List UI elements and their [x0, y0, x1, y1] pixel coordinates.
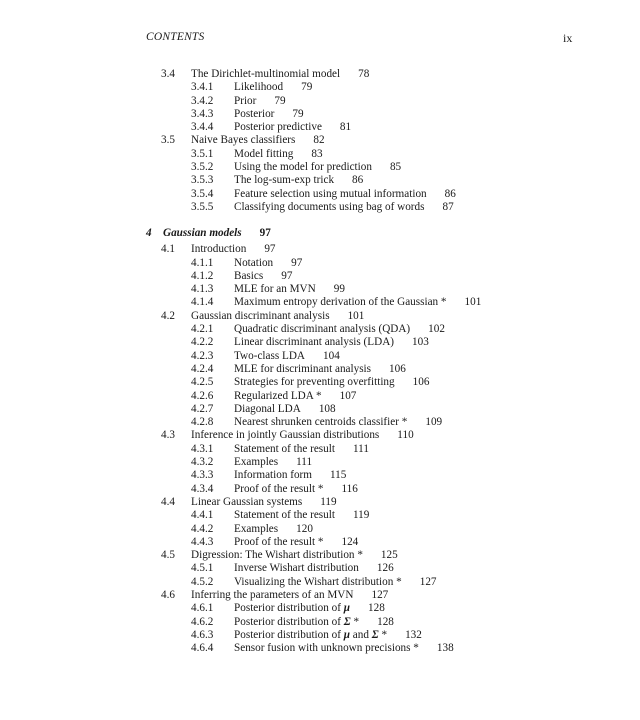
- toc-title: Posterior distribution of μ: [234, 602, 350, 615]
- toc-page-number[interactable]: 82: [313, 134, 325, 147]
- toc-number: 4: [146, 227, 152, 240]
- toc-entry-text: [234, 95, 286, 108]
- toc-page-number[interactable]: 87: [442, 200, 454, 213]
- toc-page-number[interactable]: 116: [341, 482, 358, 495]
- toc-entry-subsection[interactable]: [0, 323, 640, 336]
- toc-entry-text: [234, 443, 369, 456]
- toc-entry-chapter[interactable]: [0, 225, 640, 241]
- toc-page-number[interactable]: 119: [320, 495, 337, 508]
- toc-entry-subsection[interactable]: [0, 257, 640, 270]
- toc-entry-text: [234, 108, 304, 121]
- toc-number: 3.5.4: [191, 187, 214, 200]
- toc-entry-text: [234, 161, 401, 174]
- toc-title: The log-sum-exp trick: [234, 174, 335, 187]
- toc-number: 4.6.3: [191, 628, 214, 641]
- toc-entry-section[interactable]: [0, 429, 640, 442]
- toc-title: Nearest shrunken centroids classifier *: [234, 416, 408, 429]
- toc-page-number[interactable]: 97: [264, 243, 276, 256]
- toc-page-number[interactable]: 115: [329, 469, 347, 482]
- toc-number: 4.2.1: [191, 323, 214, 336]
- toc-title: Prior: [234, 94, 257, 107]
- toc-entry-text: [234, 283, 345, 296]
- toc-entry-text: [234, 188, 456, 201]
- toc-title: Proof of the result *: [234, 535, 324, 548]
- toc-page-number[interactable]: 127: [371, 588, 389, 601]
- toc-number: 3.4.1: [191, 81, 214, 94]
- toc-entry-subsection[interactable]: [0, 336, 640, 349]
- toc-entry-subsection[interactable]: [0, 576, 640, 589]
- toc-entry-section[interactable]: [0, 310, 640, 323]
- toc-entry-text: [234, 469, 346, 482]
- toc-title: Gaussian models: [163, 227, 242, 240]
- toc-title: Posterior distribution of Σ *: [234, 615, 360, 628]
- toc-number: 4.5.2: [191, 575, 214, 588]
- toc-entry-text: [234, 336, 429, 349]
- toc-entry-subsection[interactable]: [0, 483, 640, 496]
- toc-number: 4.2.7: [191, 402, 214, 415]
- toc-page-number[interactable]: 126: [376, 562, 394, 575]
- toc-entry-subsection[interactable]: [0, 270, 640, 283]
- toc-page-number[interactable]: 104: [323, 349, 340, 362]
- toc-number: 4.6: [161, 588, 175, 601]
- toc-title: MLE for discriminant analysis: [234, 362, 372, 375]
- toc-title: Gaussian discriminant analysis: [191, 309, 330, 322]
- toc-number: 4.2.5: [191, 376, 214, 389]
- toc-entry-text: [234, 296, 481, 309]
- toc-entry-subsection[interactable]: [0, 509, 640, 522]
- toc-entry-section[interactable]: [0, 589, 640, 602]
- toc-title: Linear Gaussian systems: [191, 495, 303, 508]
- toc-entry-text: [234, 642, 454, 655]
- toc-page-number[interactable]: 79: [274, 94, 286, 107]
- toc-entry-text: [234, 576, 437, 589]
- toc-page-number[interactable]: 124: [341, 535, 359, 548]
- toc-page-number[interactable]: 106: [389, 362, 406, 375]
- toc-number: 4.4.2: [191, 522, 214, 535]
- toc-title: Feature selection using mutual information: [234, 187, 427, 200]
- toc-page-number[interactable]: 103: [412, 336, 429, 349]
- toc-title: Statement of the result: [234, 509, 335, 522]
- toc-page-number[interactable]: 107: [339, 389, 357, 402]
- toc-number: 3.5.5: [191, 200, 214, 213]
- toc-number: 4.5.1: [191, 562, 214, 575]
- toc-page-number[interactable]: 119: [352, 509, 370, 522]
- running-header-title: CONTENTS: [146, 31, 205, 43]
- toc-entry-subsection[interactable]: [0, 403, 640, 416]
- toc-title: Information form: [234, 469, 312, 482]
- toc-entry-subsection[interactable]: [0, 108, 640, 121]
- toc-title: The Dirichlet-multinomial model: [191, 68, 341, 80]
- toc-entry-text: [234, 616, 394, 629]
- toc-title: Notation: [234, 256, 274, 269]
- toc-entry-text: [234, 376, 429, 389]
- toc-entry-section[interactable]: [0, 549, 640, 562]
- toc-entry-text: [234, 81, 312, 94]
- toc-entry-text: [163, 225, 271, 241]
- toc-title: Diagonal LDA: [234, 402, 301, 415]
- toc-page-number[interactable]: 106: [412, 376, 430, 389]
- toc-page-number[interactable]: 79: [292, 107, 304, 120]
- toc-page-number[interactable]: 110: [397, 429, 414, 442]
- toc-number: 4.1.4: [191, 296, 214, 309]
- toc-title: Basics: [234, 269, 264, 282]
- toc-entry-text: [234, 350, 340, 363]
- toc-title: MLE for an MVN: [234, 283, 316, 296]
- toc-entry-subsection[interactable]: [0, 390, 640, 403]
- toc-number: 3.5.3: [191, 174, 214, 187]
- toc-entry-text: [191, 134, 325, 147]
- toc-number: 4.2: [161, 309, 175, 322]
- toc-title: Strategies for preventing overfitting: [234, 376, 395, 389]
- toc-entry-subsection[interactable]: [0, 562, 640, 575]
- toc-entry-text: [234, 483, 358, 496]
- toc-entry-text: [234, 629, 422, 642]
- toc-entry-subsection[interactable]: [0, 148, 640, 161]
- page-number: ix: [563, 31, 573, 45]
- toc-entry-text: [234, 562, 394, 575]
- toc-title: Quadratic discriminant analysis (QDA): [234, 323, 411, 336]
- toc-entry-subsection[interactable]: [0, 523, 640, 536]
- toc-page-number[interactable]: 79: [301, 81, 313, 94]
- toc-page-number[interactable]: 83: [311, 147, 323, 160]
- toc-title: Examples: [234, 522, 279, 535]
- toc-title: Maximum entropy derivation of the Gaussian *: [234, 296, 447, 309]
- toc-entry-text: [234, 148, 323, 161]
- toc-page-number[interactable]: 102: [428, 323, 445, 336]
- toc-page-number[interactable]: 111: [296, 456, 313, 469]
- toc-entry-text: [191, 243, 276, 256]
- toc-entry-subsection[interactable]: [0, 174, 640, 187]
- toc-title: Sensor fusion with unknown precisions *: [234, 642, 419, 655]
- toc-title: Inverse Wishart distribution: [234, 562, 359, 575]
- toc-number: 4.4.3: [191, 535, 214, 548]
- toc-entry-subsection[interactable]: [0, 602, 640, 615]
- toc-number: 4.3: [161, 429, 175, 442]
- toc-number: 3.5: [161, 134, 175, 147]
- toc-number: 4.2.8: [191, 416, 214, 429]
- toc-number: 3.4.2: [191, 94, 214, 107]
- toc-page-number[interactable]: 111: [352, 442, 369, 455]
- toc-number: 4.4: [161, 495, 175, 508]
- toc-number: 3.5.1: [191, 147, 214, 160]
- toc-title: Two-class LDA: [234, 349, 305, 362]
- toc-page-number[interactable]: 81: [339, 121, 352, 134]
- toc-number: 4.2.3: [191, 349, 214, 362]
- toc-number: 4.3.1: [191, 442, 214, 455]
- toc-page-number[interactable]: 97: [281, 269, 293, 282]
- toc-number: 3.5.2: [191, 161, 214, 174]
- toc-title: Visualizing the Wishart distribution *: [234, 575, 402, 588]
- toc-entry-section[interactable]: [0, 243, 640, 256]
- toc-title: Likelihood: [234, 81, 284, 94]
- toc-number: 4.5: [161, 549, 175, 562]
- toc-entry-text: [234, 523, 313, 536]
- toc-title: Posterior predictive: [234, 121, 322, 134]
- toc-page-number[interactable]: 86: [352, 174, 364, 187]
- toc-entry-section[interactable]: [0, 134, 640, 147]
- toc-entry-text: [234, 174, 363, 187]
- toc-title: Classifying documents using bag of words: [234, 200, 425, 213]
- toc-page-number[interactable]: 128: [377, 615, 394, 628]
- toc-entry-subsection[interactable]: [0, 350, 640, 363]
- toc-entry-subsection[interactable]: [0, 629, 640, 642]
- toc-page-number[interactable]: 128: [368, 602, 385, 615]
- toc-page-number[interactable]: 101: [464, 296, 482, 309]
- toc-number: 4.1.3: [191, 283, 214, 296]
- toc-title: Proof of the result *: [234, 482, 324, 495]
- toc-page-number[interactable]: 127: [419, 575, 437, 588]
- toc-page-number[interactable]: 101: [347, 309, 365, 322]
- toc-number: 4.6.2: [191, 615, 214, 628]
- toc-title: Linear discriminant analysis (LDA): [234, 336, 394, 349]
- toc-page-number[interactable]: 109: [425, 416, 443, 429]
- toc-number: 4.1: [161, 243, 175, 256]
- toc-entry-subsection[interactable]: [0, 469, 640, 482]
- toc-entry-text: [191, 429, 414, 442]
- toc-entry-text: [191, 589, 388, 602]
- toc-entry-text: [234, 257, 302, 270]
- toc-entry-text: [191, 310, 364, 323]
- toc-number: 4.1.1: [191, 256, 214, 269]
- toc-number: 4.4.1: [191, 509, 214, 522]
- toc-number: 3.4.4: [191, 121, 214, 134]
- toc-entry-section[interactable]: [0, 68, 640, 81]
- toc-entry-subsection[interactable]: [0, 201, 640, 214]
- toc-number: 4.1.2: [191, 269, 214, 282]
- toc-page-number[interactable]: 108: [318, 402, 336, 415]
- toc-page-number[interactable]: 86: [444, 187, 456, 200]
- toc-title: Posterior distribution of μ and Σ *: [234, 628, 388, 641]
- toc-title: Digression: The Wishart distribution *: [191, 549, 363, 562]
- toc-number: 3.4: [161, 68, 175, 80]
- toc-page-number[interactable]: 138: [436, 642, 454, 655]
- toc-number: 4.6.4: [191, 642, 214, 655]
- toc-entry-subsection[interactable]: [0, 536, 640, 549]
- toc-entry-subsection[interactable]: [0, 363, 640, 376]
- toc-number: 4.2.6: [191, 389, 214, 402]
- toc-number: 4.2.2: [191, 336, 214, 349]
- toc-entry-subsection[interactable]: [0, 456, 640, 469]
- toc-entry-subsection[interactable]: [0, 296, 640, 309]
- toc-entry-text: [234, 390, 356, 403]
- toc-entry-subsection[interactable]: [0, 283, 640, 296]
- toc-entry-text: [234, 403, 336, 416]
- toc-entry-subsection[interactable]: [0, 616, 640, 629]
- toc-page-number[interactable]: 125: [380, 549, 398, 562]
- toc-entry-subsection[interactable]: [0, 642, 640, 655]
- table-of-contents: [0, 68, 640, 655]
- toc-page-number[interactable]: 97: [259, 227, 271, 240]
- toc-entry-subsection[interactable]: [0, 188, 640, 201]
- toc-title: Using the model for prediction: [234, 161, 372, 174]
- toc-title: Examples: [234, 456, 279, 469]
- toc-entry-text: [234, 323, 445, 336]
- toc-title: Naive Bayes classifiers: [191, 134, 296, 147]
- toc-entry-text: [234, 121, 351, 134]
- toc-entry-subsection[interactable]: [0, 443, 640, 456]
- toc-number: 3.4.3: [191, 107, 214, 120]
- toc-entry-text: [234, 509, 369, 522]
- toc-page-number[interactable]: 132: [405, 628, 422, 641]
- toc-title: Model fitting: [234, 147, 294, 160]
- toc-number: 4.3.4: [191, 482, 214, 495]
- toc-entry-subsection[interactable]: [0, 121, 640, 134]
- toc-number: 4.6.1: [191, 602, 214, 615]
- toc-entry-subsection[interactable]: [0, 416, 640, 429]
- toc-title: Regularized LDA *: [234, 389, 322, 402]
- toc-page-number[interactable]: 85: [389, 161, 402, 174]
- toc-entry-text: [234, 270, 292, 283]
- toc-number: 4.2.4: [191, 362, 214, 375]
- toc-entry-subsection[interactable]: [0, 161, 640, 174]
- toc-page-number[interactable]: 78: [358, 68, 370, 80]
- toc-entry-text: [234, 536, 358, 549]
- toc-entry-subsection[interactable]: [0, 81, 640, 94]
- toc-entry-subsection[interactable]: [0, 376, 640, 389]
- toc-entry-section[interactable]: [0, 496, 640, 509]
- toc-title: Inference in jointly Gaussian distributions: [191, 429, 380, 442]
- toc-entry-text: [234, 363, 406, 376]
- toc-title: Inferring the parameters of an MVN: [191, 588, 354, 601]
- toc-entry-text: [191, 68, 369, 81]
- toc-page-number[interactable]: 120: [296, 522, 313, 535]
- toc-entry-text: [234, 416, 442, 429]
- toc-title: Statement of the result: [234, 442, 335, 455]
- toc-entry-text: [234, 201, 454, 214]
- toc-title: Introduction: [191, 243, 247, 256]
- toc-entry-text: [191, 549, 398, 562]
- toc-entry-subsection[interactable]: [0, 95, 640, 108]
- toc-number: 4.3.2: [191, 456, 214, 469]
- toc-number: 4.3.3: [191, 469, 214, 482]
- toc-entry-text: [234, 602, 385, 615]
- toc-entry-text: [234, 456, 312, 469]
- toc-page-number[interactable]: 99: [333, 283, 345, 296]
- toc-title: Posterior: [234, 107, 275, 120]
- toc-entry-text: [191, 496, 337, 509]
- toc-page-number[interactable]: 97: [291, 256, 303, 269]
